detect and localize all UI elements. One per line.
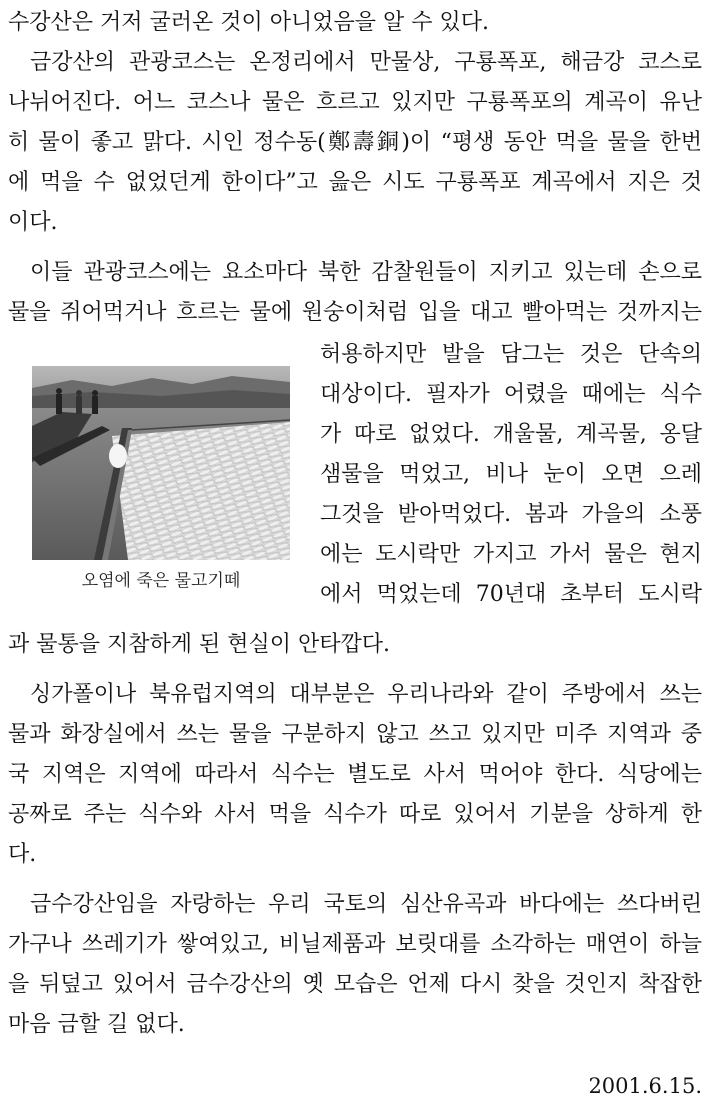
- text-line: 과 물통을 지참하게 된 현실이 안타깝다.: [8, 632, 390, 657]
- text-line: 히 물이 좋고 맑다. 시인 정수동(鄭壽銅)이 “평생 동안 먹을 물을 한번: [8, 130, 702, 155]
- text-line: 대상이다. 필자가 어렸을 때에는 식수: [320, 382, 702, 407]
- text-line: 이다.: [8, 210, 58, 235]
- text-line: 에는 도시락만 가지고 가서 물은 현지: [320, 542, 702, 567]
- text-line: 에서 먹었는데 70년대 초부터 도시락: [320, 582, 702, 607]
- text-line: 나뉘어진다. 어느 코스나 물은 흐르고 있지만 구룡폭포의 계곡이 유난: [8, 90, 702, 115]
- text-line: 이들 관광코스에는 요소마다 북한 감찰원들이 지키고 있는데 손으로: [30, 260, 702, 285]
- text-line: 마음 금할 길 없다.: [8, 1012, 185, 1037]
- text-line: 가 따로 없었다. 개울물, 계곡물, 옹달: [320, 422, 702, 447]
- date-stamp: 2001.6.15.: [588, 1074, 702, 1098]
- text-line: 물을 쥐어먹거나 흐르는 물에 원숭이처럼 입을 대고 빨아먹는 것까지는: [8, 300, 702, 325]
- text-line: 을 뒤덮고 있어서 금수강산의 옛 모습은 언제 다시 찾을 것인지 착잡한: [8, 972, 702, 997]
- figure: [32, 366, 290, 602]
- text-line: 금강산의 관광코스는 온정리에서 만물상, 구룡폭포, 해금강 코스로: [30, 50, 702, 75]
- text-line: 허용하지만 발을 담그는 것은 단속의: [320, 342, 702, 367]
- text-line: 가구나 쓰레기가 쌓여있고, 비닐제품과 보릿대를 소각하는 매연이 하늘: [8, 932, 702, 957]
- figure-caption: 오염에 죽은 물고기떼: [81, 571, 241, 591]
- text-line: 싱가폴이나 북유럽지역의 대부분은 우리나라와 같이 주방에서 쓰는: [30, 682, 702, 707]
- text-line: 국 지역은 지역에 따라서 식수는 별도로 사서 먹어야 한다. 식당에는: [8, 762, 702, 787]
- text-line: 에 먹을 수 없었던게 한이다”고 읊은 시도 구룡폭포 계곡에서 지은 것: [8, 170, 702, 195]
- text-line: 금수강산임을 자랑하는 우리 국토의 심산유곡과 바다에는 쓰다버린: [30, 892, 702, 917]
- dead-fish-photo: [32, 366, 290, 560]
- text-line: 수강산은 거저 굴러온 것이 아니었음을 알 수 있다.: [8, 10, 489, 35]
- text-line: 그것을 받아먹었다. 봄과 가을의 소풍: [320, 502, 702, 527]
- text-line: 다.: [8, 842, 37, 867]
- text-line: 샘물을 먹었고, 비나 눈이 오면 으레: [320, 462, 702, 487]
- text-line: 물과 화장실에서 쓰는 물을 구분하지 않고 쓰고 있지만 미주 지역과 중: [8, 722, 702, 747]
- text-line: 공짜로 주는 식수와 사서 먹을 식수가 따로 있어서 기분을 상하게 한: [8, 802, 702, 827]
